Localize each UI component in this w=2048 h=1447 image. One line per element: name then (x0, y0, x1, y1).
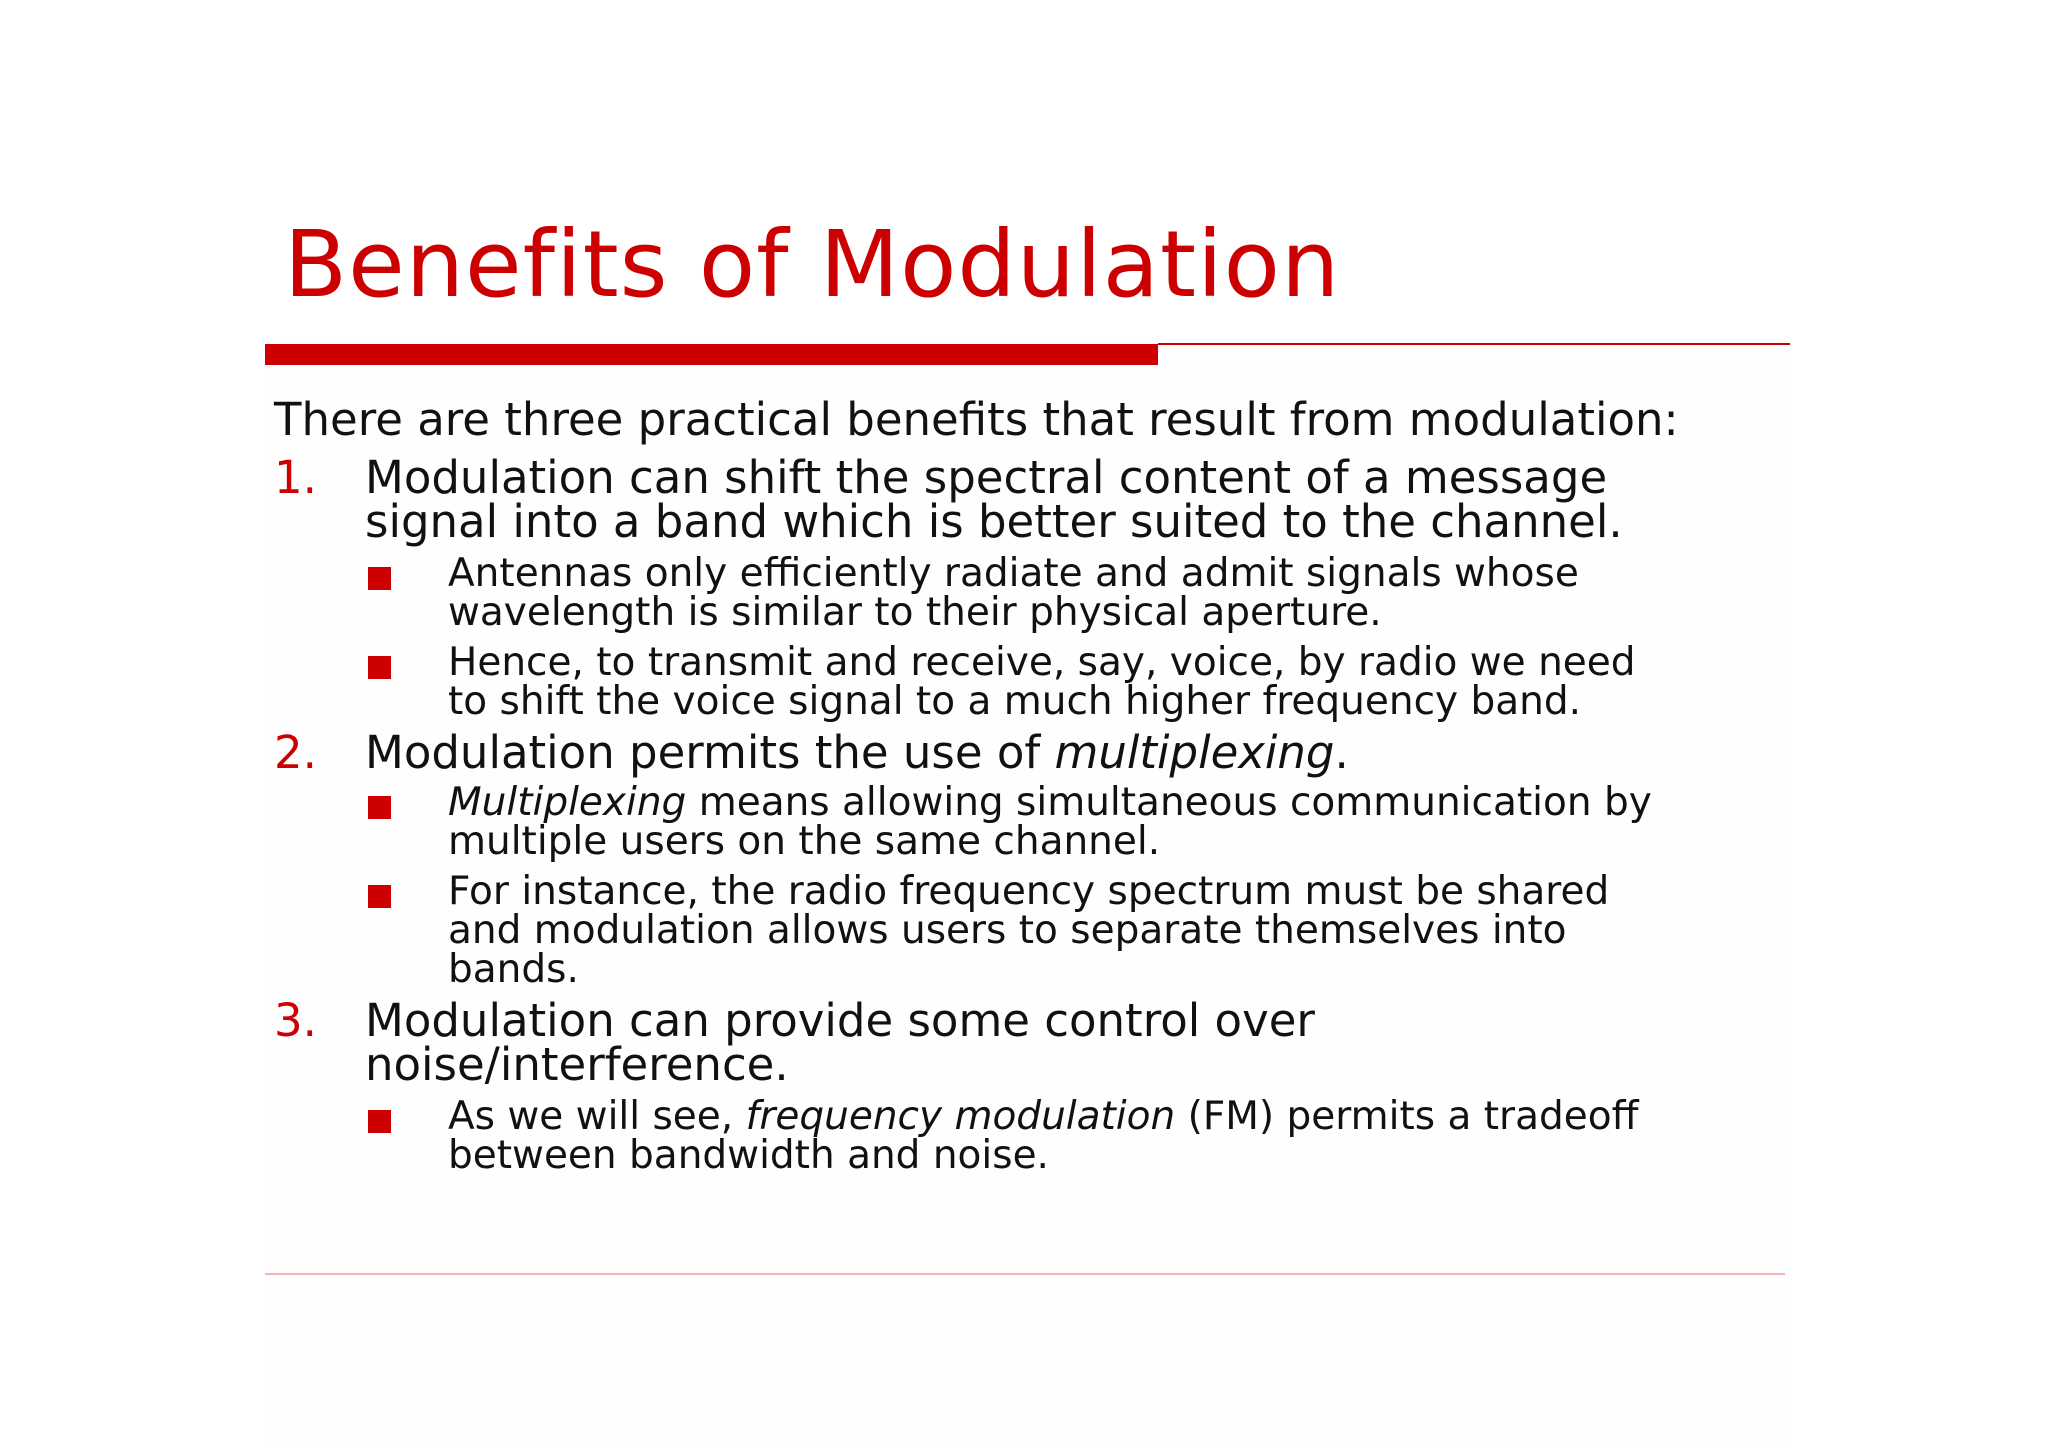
sub-item (274, 780, 1774, 864)
sub-item-text-line (448, 1094, 1774, 1139)
sub-item-text-line: wavelength is similar to their physical aperture. (448, 590, 1382, 635)
sub-item-text-line: to shift the voice signal to a much higher frequency band. (448, 679, 1582, 724)
list-item-text-line: Modulation can provide some control over (365, 994, 1315, 1047)
list-item-text-line: Modulation can shift the spectral content of a message (365, 451, 1608, 504)
list-item-text-line: signal into a band which is better suited to the channel. (365, 495, 1623, 548)
sub-item (274, 551, 1774, 635)
list-item-1 (274, 451, 1774, 548)
sub-item-emphasis: Multiplexing (448, 780, 687, 825)
sub-item-text-segment: means allowing simultaneous communication by (686, 780, 1652, 825)
sub-item-emphasis: frequency modulation (745, 1094, 1176, 1139)
square-bullet-icon (368, 1110, 391, 1133)
intro-text: There are three practical benefits that result from modulation: (274, 393, 1679, 446)
list-item-3 (274, 994, 1774, 1091)
sub-item-text-line: bands. (448, 947, 579, 992)
list-item-text-line: noise/interference. (365, 1038, 789, 1091)
list-number: 1. (274, 451, 317, 504)
list-item-text-segment: Modulation permits the use of (365, 726, 1055, 779)
sub-item-text-line: Antennas only efficiently radiate and admit signals whose (448, 551, 1579, 596)
sub-item (274, 869, 1774, 992)
square-bullet-icon (368, 567, 391, 590)
sub-item-text-line (448, 780, 1774, 825)
sub-item-text-line: For instance, the radio frequency spectrum must be shared (448, 869, 1610, 914)
list-item-emphasis: multiplexing (1054, 726, 1335, 779)
square-bullet-icon (368, 656, 391, 679)
list-number: 2. (274, 726, 317, 779)
list-item-2 (274, 726, 1774, 779)
slide-title: Benefits of Modulation (284, 211, 1341, 318)
sub-item (274, 640, 1774, 724)
list-number: 3. (274, 994, 317, 1047)
sub-item-text-line: and modulation allows users to separate themselves into (448, 908, 1567, 953)
sub-item-text-segment: As we will see, (448, 1094, 746, 1139)
sub-item-text-line: between bandwidth and noise. (448, 1133, 1049, 1178)
title-underline-thick (265, 344, 1158, 365)
sub-item-text-line: multiple users on the same channel. (448, 819, 1161, 864)
list-item-text-segment: . (1334, 726, 1349, 779)
title-underline-thin (1158, 343, 1790, 345)
sub-item-text-segment: (FM) permits a tradeoff (1175, 1094, 1639, 1139)
footer-divider (265, 1273, 1785, 1275)
sub-item-text-line: Hence, to transmit and receive, say, voice, by radio we need (448, 640, 1636, 685)
slide-body (274, 390, 1774, 1178)
square-bullet-icon (368, 796, 391, 819)
list-item-text-line (365, 726, 1774, 779)
sub-item (274, 1094, 1774, 1178)
square-bullet-icon (368, 885, 391, 908)
